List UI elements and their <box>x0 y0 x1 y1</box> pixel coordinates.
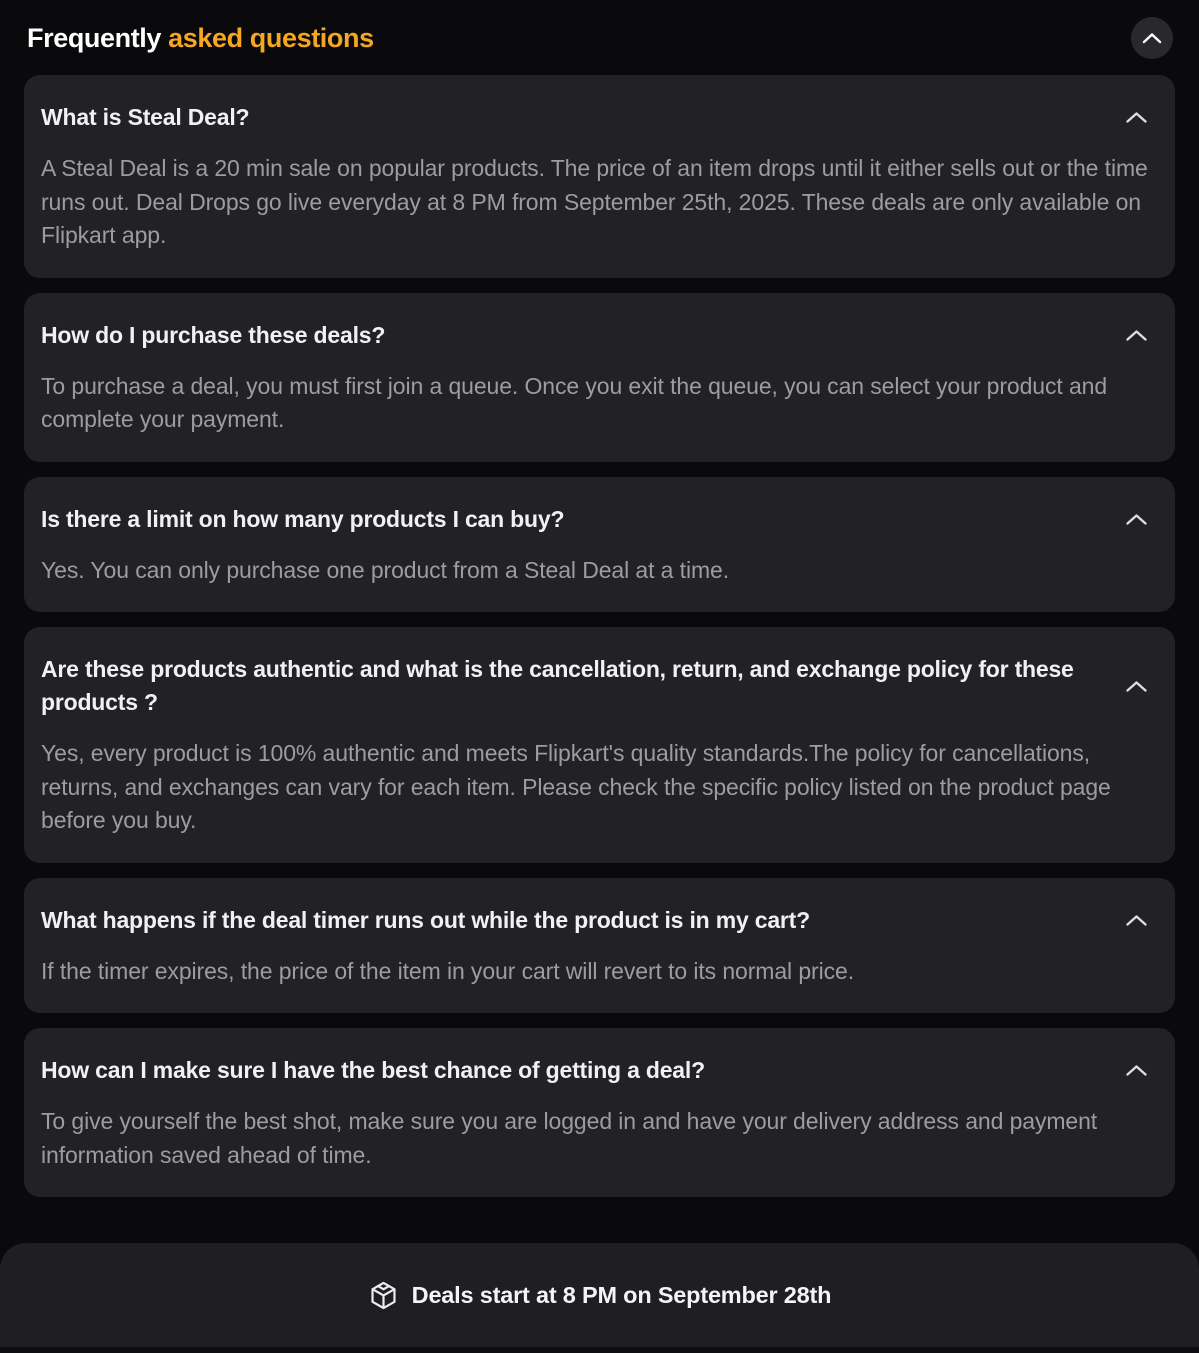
faq-list <box>0 73 1199 1197</box>
chevron-up-icon[interactable] <box>1125 329 1148 342</box>
faq-question: Are these products authentic and what is the cancellation, return, and exchange policy for these products ? <box>41 656 1074 715</box>
faq-question-toggle[interactable] <box>41 653 1157 719</box>
chevron-up-icon[interactable] <box>1125 914 1148 927</box>
faq-answer: Yes, every product is 100% authentic and meets Flipkart's quality standards.The policy for cancellations, returns, and exchanges can vary for each item. Please check the specific policy listed on the product page before you buy. <box>41 740 1111 833</box>
faq-answer: If the timer expires, the price of the item in your cart will revert to its normal price. <box>41 957 855 984</box>
faq-answer: To purchase a deal, you must first join a queue. Once you exit the queue, you can select your product and complete your payment. <box>41 372 1108 432</box>
package-box-icon <box>368 1280 399 1311</box>
faq-item <box>24 878 1175 1014</box>
faq-item <box>24 627 1175 863</box>
page-title-primary: Frequently <box>27 22 162 53</box>
faq-question: What is Steal Deal? <box>41 104 250 130</box>
faq-answer: To give yourself the best shot, make sure you are logged in and have your delivery address and payment information saved ahead of time. <box>41 1108 1098 1168</box>
faq-item <box>24 293 1175 462</box>
faq-question-toggle[interactable] <box>41 503 1157 536</box>
faq-question: How do I purchase these deals? <box>41 321 386 348</box>
section-collapse-button[interactable] <box>1131 17 1173 59</box>
faq-question-toggle[interactable] <box>41 904 1157 937</box>
page-title <box>27 23 374 54</box>
faq-item <box>24 1028 1175 1197</box>
faq-question: Is there a limit on how many products I can buy? <box>41 505 565 532</box>
faq-question-toggle[interactable] <box>41 101 1157 134</box>
faq-header <box>0 0 1199 73</box>
chevron-up-icon[interactable] <box>1125 680 1148 693</box>
faq-question: How can I make sure I have the best chance of getting a deal? <box>41 1057 705 1083</box>
page-title-accent: asked questions <box>161 22 374 53</box>
faq-item <box>24 477 1175 613</box>
chevron-up-icon[interactable] <box>1125 1064 1148 1077</box>
chevron-up-icon <box>1140 31 1164 45</box>
faq-question-toggle[interactable] <box>41 319 1157 352</box>
faq-item <box>24 75 1175 278</box>
deals-start-message: Deals start at 8 PM on September 28th <box>411 1281 832 1308</box>
faq-answer: Yes. You can only purchase one product from a Steal Deal at a time. <box>41 556 729 583</box>
deals-start-banner <box>0 1243 1199 1347</box>
faq-question-toggle[interactable] <box>41 1054 1157 1087</box>
chevron-up-icon[interactable] <box>1125 111 1148 124</box>
bottom-edge-strip <box>0 1347 1199 1353</box>
faq-answer: A Steal Deal is a 20 min sale on popular products. The price of an item drops until it either sells out or the time runs out. Deal Drops go live everyday at 8 PM from September 25th, 2025. These deals are only available on Flipkart app. <box>41 155 1148 248</box>
faq-question: What happens if the deal timer runs out while the product is in my cart? <box>41 906 810 933</box>
chevron-up-icon[interactable] <box>1125 513 1148 526</box>
